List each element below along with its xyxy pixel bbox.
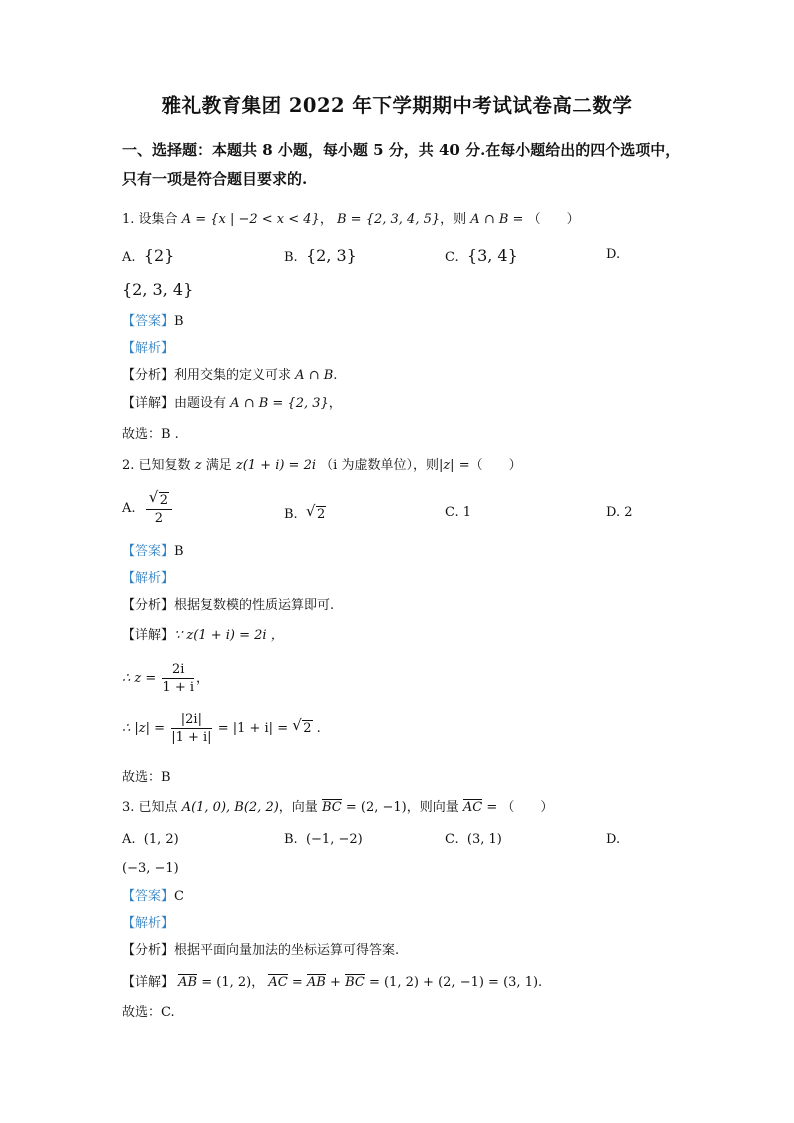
q1-choose: 故选：B . [122,427,179,442]
question-2-stem: 2. 已知复数 z 满足 z(1 + i) = 2i （i 为虚数单位），则|z| =（ ） [122,458,522,473]
q2-analysis-tag: 【解析】 [122,571,175,586]
q1-blank: （ ） [527,212,580,227]
question-3-stem: 3. 已知点 A(1, 0), B(2, 2)，向量 BC = (2, −1)，则向量 AC = （ ） [122,800,554,815]
q1-answer: 【答案】B [122,314,184,329]
section-instruction-line2: 只有一项是符合题目要求的. [122,170,308,188]
page-title: 雅礼教育集团 2022 年下学期期中考试试卷高二数学 [161,94,633,117]
q3-choose: 故选：C. [122,1005,175,1020]
q2-answer: 【答案】B [122,544,184,559]
q2-step3: ∴ |z| = $\frac{|2i|}{|1 + i|}$ = |1 + i| = √ 2 . [122,712,321,745]
q1-mid: ，则 [440,212,467,227]
q3-option-d-label: D. [606,832,621,847]
q2-fenxi: 【分析】根据复数模的性质运算即可. [122,598,335,613]
q1-xiangjie: 【详解】由题设有 A ∩ B = {2, 3}， [122,396,342,411]
q3-xiangjie: 【详解】 AB = (1, 2)， AC = AB + BC = (1, 2) + (2, −1) = (3, 1). [122,975,543,990]
q2-step2: ∴ z = $\frac{2i}{1 + i}$ ， [122,662,210,695]
q3-option-a: A. (1, 2) [122,832,179,847]
q1-expr: A ∩ B = [470,212,524,227]
q1-fenxi: 【分析】利用交集的定义可求 A ∩ B. [122,368,338,383]
q1-set-b: B = {2, 3, 4, 5} [337,212,441,227]
q2-option-c: C. 1 [445,505,472,520]
q2-option-b: B. √ 2 [284,502,326,522]
q1-sep: ， [319,212,333,227]
q1-option-d-value: {2, 3, 4} [122,280,194,299]
q2-option-a: A. √ 2 2 [122,492,174,525]
q1-option-d-label: D. [606,247,621,262]
q3-answer: 【答案】C [122,889,184,904]
q1-analysis-tag: 【解析】 [122,341,175,356]
section-instruction-line1: 一、选择题：本题共 8 小题，每小题 5 分，共 40 分.在每小题给出的四个选项中， [122,141,681,159]
q2-xiangjie: 【详解】∵ z(1 + i) = 2i ， [122,628,284,643]
q3-fenxi: 【分析】根据平面向量加法的坐标运算可得答案. [122,943,400,958]
q1-option-c: C. {3, 4} [445,246,518,265]
q3-option-c: C. (3, 1) [445,832,502,847]
q1-option-a: A. {2} [122,246,175,265]
q1-prefix: 1. 设集合 [122,212,178,227]
q3-option-b: B. (−1, −2) [284,832,363,847]
q2-option-a-fraction: √ 2 2 [146,492,172,525]
q3-analysis-tag: 【解析】 [122,916,175,931]
q2-choose: 故选：B [122,770,171,785]
q1-option-b: B. {2, 3} [284,246,357,265]
q2-option-d: D. 2 [606,505,633,520]
q1-set-a: A = {x | −2 < x < 4} [181,212,320,227]
q3-option-d-value: (−3, −1) [122,861,179,876]
question-1-stem [122,213,580,226]
